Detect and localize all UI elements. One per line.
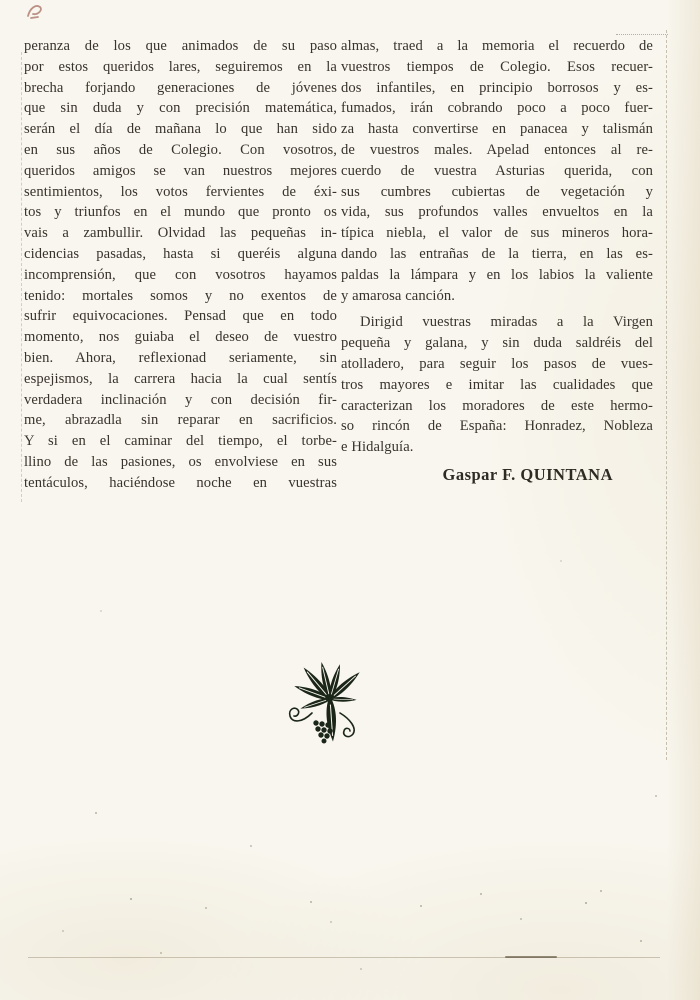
text-line: cidencias pasadas, hasta si queréis alguna bbox=[24, 245, 337, 262]
text-line: caracterizan los moradores de este hermo- bbox=[341, 397, 653, 414]
text-line: verdadera inclinación y con decisión fir- bbox=[24, 391, 337, 408]
text-line: me, abrazadla sin reparar en sacrificios. bbox=[24, 412, 337, 429]
text-line: sufrir equivocaciones. Pensad que en todo bbox=[24, 308, 337, 325]
text-line: momento, nos guiaba el deseo de vuestro bbox=[24, 329, 337, 346]
scan-crease-line bbox=[28, 957, 660, 958]
text-line: bien. Ahora, reflexionad seriamente, sin bbox=[24, 349, 337, 366]
text-line: dos infantiles, en principio borrosos y es- bbox=[341, 79, 653, 96]
text-line: espejismos, la carrera hacia la cual sentís bbox=[24, 370, 337, 387]
margin-pen-mark bbox=[25, 2, 47, 20]
text-line: atolladero, para seguir los pasos de vues- bbox=[341, 355, 653, 372]
page-edge-shadow bbox=[667, 0, 700, 1000]
text-line: almas, traed a la memoria el recuerdo de bbox=[341, 38, 653, 54]
text-line: incomprensión, que con vosotros hayamos bbox=[24, 266, 337, 283]
text-line: e Hidalguía. bbox=[341, 439, 414, 456]
text-line: llino de las pasiones, os envolviese en sus bbox=[24, 453, 337, 470]
left-column-paragraph bbox=[24, 36, 337, 494]
text-line: sentimientos, los votos fervientes de éxi- bbox=[24, 183, 337, 200]
grape-leaf-ornament-icon bbox=[281, 658, 385, 748]
author-signature: Gaspar F. QUINTANA bbox=[442, 464, 613, 484]
right-column-paragraph-2 bbox=[341, 312, 653, 458]
text-line: tenido: mortales somos y no exentos de bbox=[24, 287, 337, 304]
text-line: de vuestros males. Apelad entonces al re- bbox=[341, 141, 653, 158]
text-line: tos y triunfos en el mundo que pronto os bbox=[24, 204, 337, 221]
text-line: za hasta convertirse en panacea y talismán bbox=[341, 121, 653, 138]
text-line: pequeña y galana, y sin duda saldréis del bbox=[341, 335, 653, 352]
text-line: fumados, irán cobrando poco a poco fuer- bbox=[341, 100, 653, 117]
text-line: serán el día de mañana lo que han sido bbox=[24, 121, 337, 138]
text-line: tentáculos, haciéndose noche en vuestras bbox=[24, 474, 337, 491]
text-line: dando las entrañas de la tierra, en las es- bbox=[341, 245, 653, 262]
right-text-column bbox=[341, 36, 653, 485]
text-line: cuerdo de vuestra Asturias querida, con bbox=[341, 162, 653, 179]
scan-crease-smudge bbox=[505, 956, 557, 958]
text-line: en sus años de Colegio. Con vosotros, bbox=[24, 141, 337, 158]
text-line: y amarosa canción. bbox=[341, 287, 456, 304]
text-line: peranza de los que animados de su paso bbox=[24, 38, 337, 54]
text-line: por estos queridos lares, seguiremos en la bbox=[24, 58, 337, 75]
text-line: tros mayores e imitar las cualidades que bbox=[341, 376, 653, 393]
text-line: sus cumbres cubiertas de vegetación y bbox=[341, 183, 653, 200]
text-line: que sin duda y con precisión matemática, bbox=[24, 100, 337, 117]
left-margin-dashes bbox=[21, 52, 22, 502]
text-line: típica niebla, el valor de sus mineros hora- bbox=[341, 225, 653, 242]
scan-speckles bbox=[0, 0, 2, 2]
text-line: queridos amigos se van nuestros mejores bbox=[24, 162, 337, 179]
right-column-paragraph-1 bbox=[341, 36, 653, 306]
text-line: Dirigid vuestras miradas a la Virgen bbox=[360, 314, 653, 331]
text-line: paldas la lámpara y en los labios la valiente bbox=[341, 266, 653, 283]
text-line: vais a zambullir. Olvidad las pequeñas in- bbox=[24, 225, 337, 242]
text-line: brecha forjando generaciones de jóvenes bbox=[24, 79, 337, 96]
left-text-column bbox=[24, 36, 337, 494]
text-line: Y si en el caminar del tiempo, el torbe- bbox=[24, 433, 337, 450]
text-line: vuestros tiempos de Colegio. Esos recuer- bbox=[341, 58, 653, 75]
text-line: vida, sus profundos valles envueltos en la bbox=[341, 204, 653, 221]
text-line: so rincón de España: Honradez, Nobleza bbox=[341, 418, 653, 435]
scan-tick-line bbox=[616, 34, 668, 35]
